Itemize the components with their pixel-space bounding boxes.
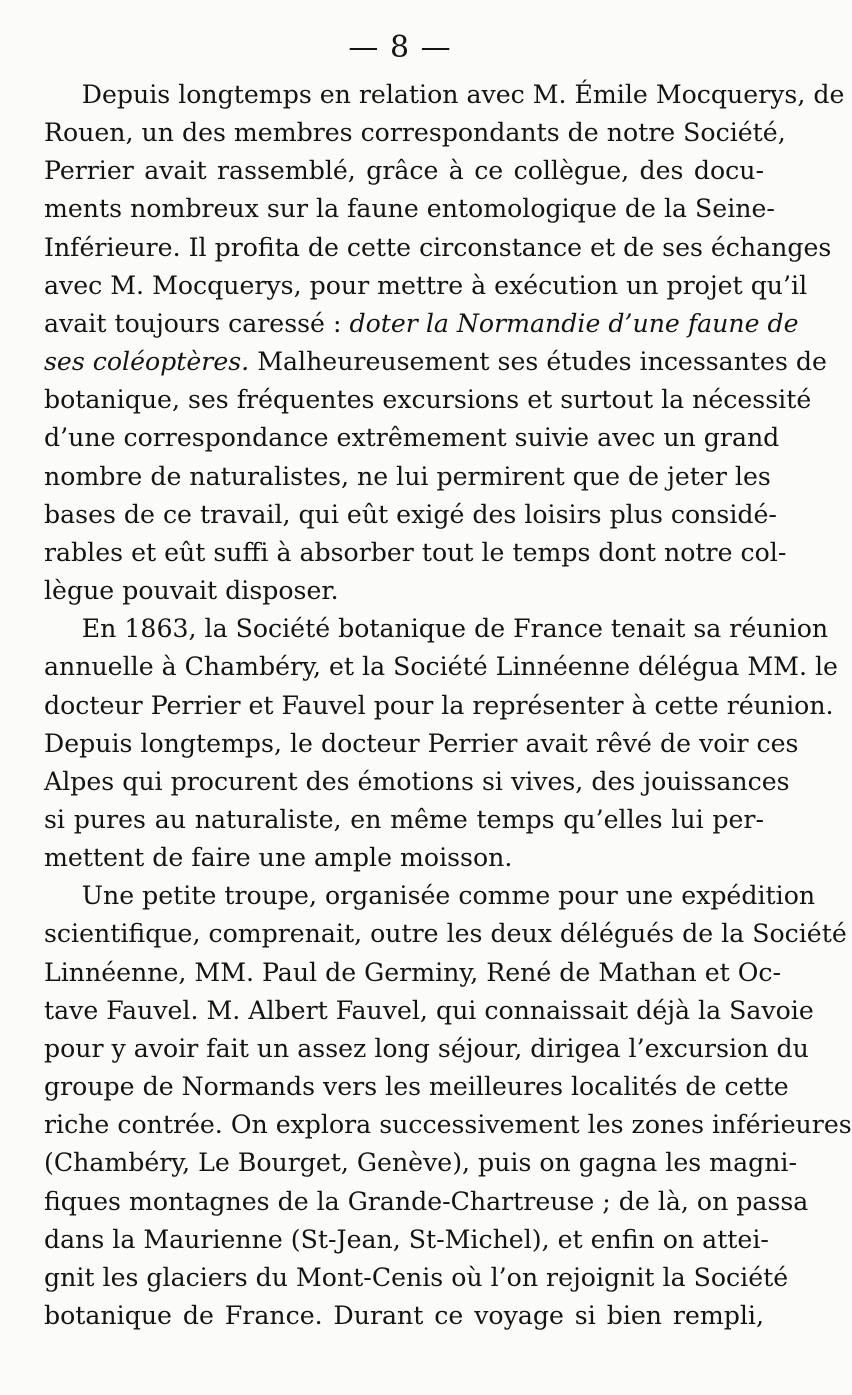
text-line [44, 229, 832, 267]
italic-text: ses coléoptères. [44, 347, 250, 377]
text-run: Rouen, un des membres correspondants de notre Société, [44, 118, 786, 148]
text-run: En 1863, la Société botanique de France tenait sa réunion [44, 614, 829, 644]
body-text [44, 76, 852, 1335]
text-run: Malheureusement ses études incessantes de [249, 347, 827, 377]
text-line [44, 305, 799, 343]
text-run: Depuis longtemps, le docteur Perrier avait rêvé de voir ces [44, 728, 799, 758]
text-line [44, 76, 845, 114]
text-run: rables et eût suffi à absorber tout le temps dont notre col- [44, 537, 787, 567]
text-run: Alpes qui procurent des émotions si vives, des jouissances [44, 766, 790, 796]
text-run: Inférieure. Il profita de cette circonstance et de ses échanges [44, 232, 832, 262]
text-line [44, 343, 827, 381]
text-run: Depuis longtemps en relation avec M. Émile Mocquerys, de [44, 80, 845, 109]
text-line [44, 801, 764, 839]
text-line [44, 725, 799, 763]
text-line [44, 381, 812, 419]
text-line [44, 190, 775, 228]
text-line [44, 648, 838, 686]
text-run: si pures au naturaliste, en même temps qu’elles lui per- [44, 804, 764, 834]
text-line [44, 687, 834, 725]
italic-text: doter la Normandie d’une faune de [349, 308, 799, 338]
text-line [44, 267, 808, 305]
text-run: lègue pouvait disposer. [44, 576, 339, 606]
text-run: scientifique, comprenait, outre les deux délégués de la Société [44, 919, 847, 949]
text-run: d’une correspondance extrêmement suivie avec un grand [44, 423, 780, 453]
text-run: avec M. Mocquerys, pour mettre à exécution un projet qu’il [44, 270, 808, 300]
text-run: Linnéenne, MM. Paul de Germiny, René de Mathan et Oc- [44, 957, 782, 987]
text-run: annuelle à Chambéry, et la Société Linnéenne délégua MM. le [44, 652, 838, 682]
text-line [44, 992, 814, 1030]
paragraph [44, 610, 838, 877]
text-run: tave Fauvel. M. Albert Fauvel, qui connaissait déjà la Savoie [44, 995, 814, 1025]
text-line [44, 1183, 809, 1221]
text-run: Perrier avait rassemblé, grâce à ce collègue, des docu- [44, 156, 764, 186]
text-run: groupe de Normands vers les meilleures localités de cette [44, 1072, 789, 1102]
text-run: bases de ce travail, qui eût exigé des loisirs plus considé- [44, 499, 777, 529]
paragraph [44, 76, 845, 610]
text-run: dans la Maurienne (St-Jean, St-Michel), et enfin on attei- [44, 1224, 769, 1254]
text-run: botanique de France. Durant ce voyage si bien rempli, [44, 1301, 764, 1330]
text-line [44, 1030, 809, 1068]
text-line [44, 954, 782, 992]
page-number: — 8 — [348, 30, 452, 65]
text-line [44, 877, 816, 915]
text-line [44, 610, 829, 648]
text-run: ments nombreux sur la faune entomologique de la Seine- [44, 194, 775, 224]
text-line [44, 496, 777, 534]
text-run: docteur Perrier et Fauvel pour la représenter à cette réunion. [44, 690, 834, 720]
text-run: mettent de faire une ample moisson. [44, 843, 513, 873]
text-line [44, 1221, 769, 1259]
text-run: nombre de naturalistes, ne lui permirent que de jeter les [44, 461, 771, 491]
text-line [44, 419, 780, 457]
text-line [44, 114, 786, 152]
text-run: Une petite troupe, organisée comme pour une expédition [44, 881, 816, 911]
text-line [44, 1144, 797, 1182]
text-line [44, 534, 787, 572]
text-run: fiques montagnes de la Grande-Chartreuse ; de là, on passa [44, 1186, 809, 1216]
text-line [44, 1259, 789, 1297]
text-line [44, 763, 790, 801]
text-run: avait toujours caressé : [44, 308, 350, 338]
text-line [44, 152, 764, 190]
text-run: riche contrée. On explora successivement les zones inférieures [44, 1110, 852, 1140]
text-line [44, 915, 847, 953]
text-line [44, 1297, 764, 1335]
text-line [44, 458, 771, 496]
text-run: botanique, ses fréquentes excursions et surtout la nécessité [44, 385, 812, 415]
text-run: pour y avoir fait un assez long séjour, dirigea l’excursion du [44, 1033, 809, 1063]
text-line [44, 839, 764, 877]
text-line [44, 572, 764, 610]
text-run: gnit les glaciers du Mont-Cenis où l’on rejoignit la Société [44, 1262, 789, 1292]
text-line [44, 1068, 789, 1106]
paragraph [44, 877, 852, 1335]
text-line [44, 1106, 852, 1144]
text-run: (Chambéry, Le Bourget, Genève), puis on gagna les magni- [44, 1148, 797, 1178]
